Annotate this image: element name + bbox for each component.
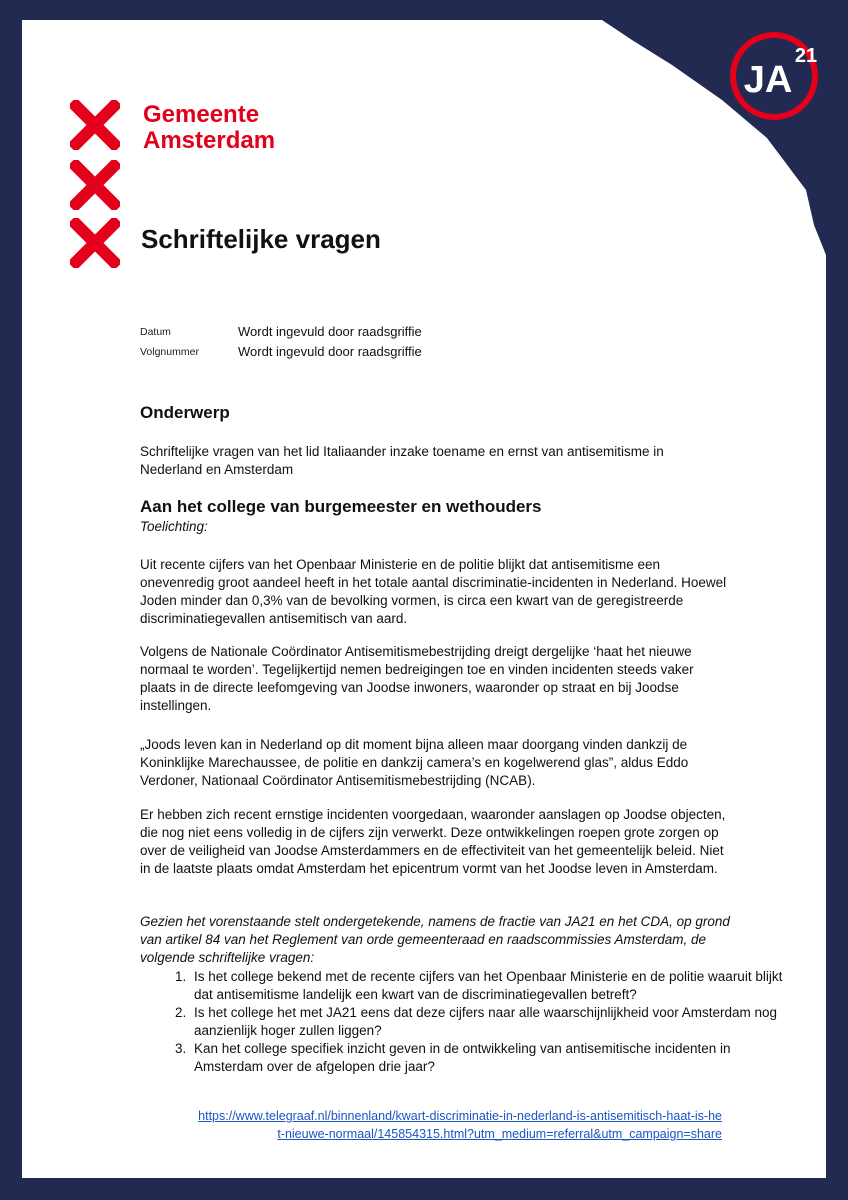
paragraph-2: Volgens de Nationale Coördinator Antisemitismebestrijding dreigt dergelijke ‘haat het nieuwe normaal te worden’. Tegelijkertijd nemen bedreigingen toe en vinden incidenten steeds vaker plaats in de directe leefomgeving van Joodse inwoners, waaronder op straat en bij Joodse instellingen. — [140, 644, 694, 713]
subject-text — [140, 443, 740, 479]
subject-line-2: Nederland en Amsterdam — [140, 462, 294, 477]
x-cross-icon — [70, 100, 120, 150]
subject-line-1: Schriftelijke vragen van het lid Italiaander inzake toename en ernst van antisemitisme in — [140, 444, 664, 459]
explanation-label: Toelichting: — [140, 519, 208, 534]
brand-line-2: Amsterdam — [143, 127, 276, 154]
question-item: 3. Kan het college specifiek inzicht geven in de ontwikkeling van antisemitische incidenten in Amsterdam over de afgelopen drie jaar? — [190, 1040, 785, 1076]
date-value: Wordt ingevuld door raadsgriffie — [238, 324, 422, 339]
document-title: Schriftelijke vragen — [141, 224, 381, 254]
question-item: 1. Is het college bekend met de recente cijfers van het Openbaar Ministerie en de politie waaruit blijkt dat antisemitisme landelijk een kwart van de discriminatiegevallen betreft? — [190, 968, 785, 1004]
brand-line-1: Gemeente — [143, 101, 260, 128]
paragraph-4: Er hebben zich recent ernstige incidenten voorgedaan, waaronder aanslagen op Joodse objecten, die nog niet eens volledig in de cijfers zijn verwerkt. Deze ontwikkelingen roepen grote zorgen op over de veiligheid van Joodse Amsterdammers en de effectiviteit van het gemeentelijk beleid. Niet in de laatste plaats omdat Amsterdam het epicentrum vormt van het Joodse leven in Amsterdam. — [140, 807, 726, 876]
logo-superscript: 21 — [794, 45, 818, 67]
number-value: Wordt ingevuld door raadsgriffie — [238, 344, 422, 359]
paragraph-1: Uit recente cijfers van het Openbaar Ministerie en de politie blijkt dat antisemitisme een onevenredig groot aandeel heeft in het totale aantal discriminatie-incidenten in Nederland. Hoewel Joden minder dan 0,3% van de bevolking vormen, is circa een kwart van de geregistreerde discriminatiegevallen antisemitisch van aard. — [140, 557, 727, 626]
source-link-line-2[interactable]: t-nieuwe-normaal/145854315.html?utm_medium=referral&utm_campaign=share — [277, 1127, 722, 1141]
date-label: Datum — [140, 326, 171, 338]
number-label: Volgnummer — [140, 346, 199, 358]
ja21-logo — [728, 30, 820, 122]
questions-list — [140, 968, 785, 1076]
logo-text: JA — [743, 59, 793, 101]
source-link[interactable] — [122, 1107, 722, 1143]
questions-intro: Gezien het vorenstaande stelt ondergetekende, namens de fractie van JA21 en het CDA, op grond van artikel 84 van het Reglement van orde gemeenteraad en raadscommissies Amsterdam, de volgende schriftelijke vragen: — [140, 914, 730, 965]
paragraph-3: „Joods leven kan in Nederland op dit moment bijna alleen maar doorgang vinden dankzij de Koninklijke Marechaussee, de politie en dankzij camera’s en kogelwerend glas”, aldus Eddo Verdoner, Nationaal Coördinator Antisemitismebestrijding (NCAB). — [140, 737, 689, 788]
question-item: 2. Is het college het met JA21 eens dat deze cijfers naar alle waarschijnlijkheid voor Amsterdam nog aanzienlijk hoger zullen liggen? — [190, 1004, 785, 1040]
brand-name — [143, 102, 275, 154]
subject-heading: Onderwerp — [140, 403, 230, 422]
addressee-heading: Aan het college van burgemeester en wethouders — [140, 497, 542, 516]
x-cross-icon — [70, 218, 120, 268]
x-cross-icon — [70, 160, 120, 210]
source-link-line-1[interactable]: https://www.telegraaf.nl/binnenland/kwart-discriminatie-in-nederland-is-antisemitisch-haat-is-he — [198, 1109, 722, 1123]
